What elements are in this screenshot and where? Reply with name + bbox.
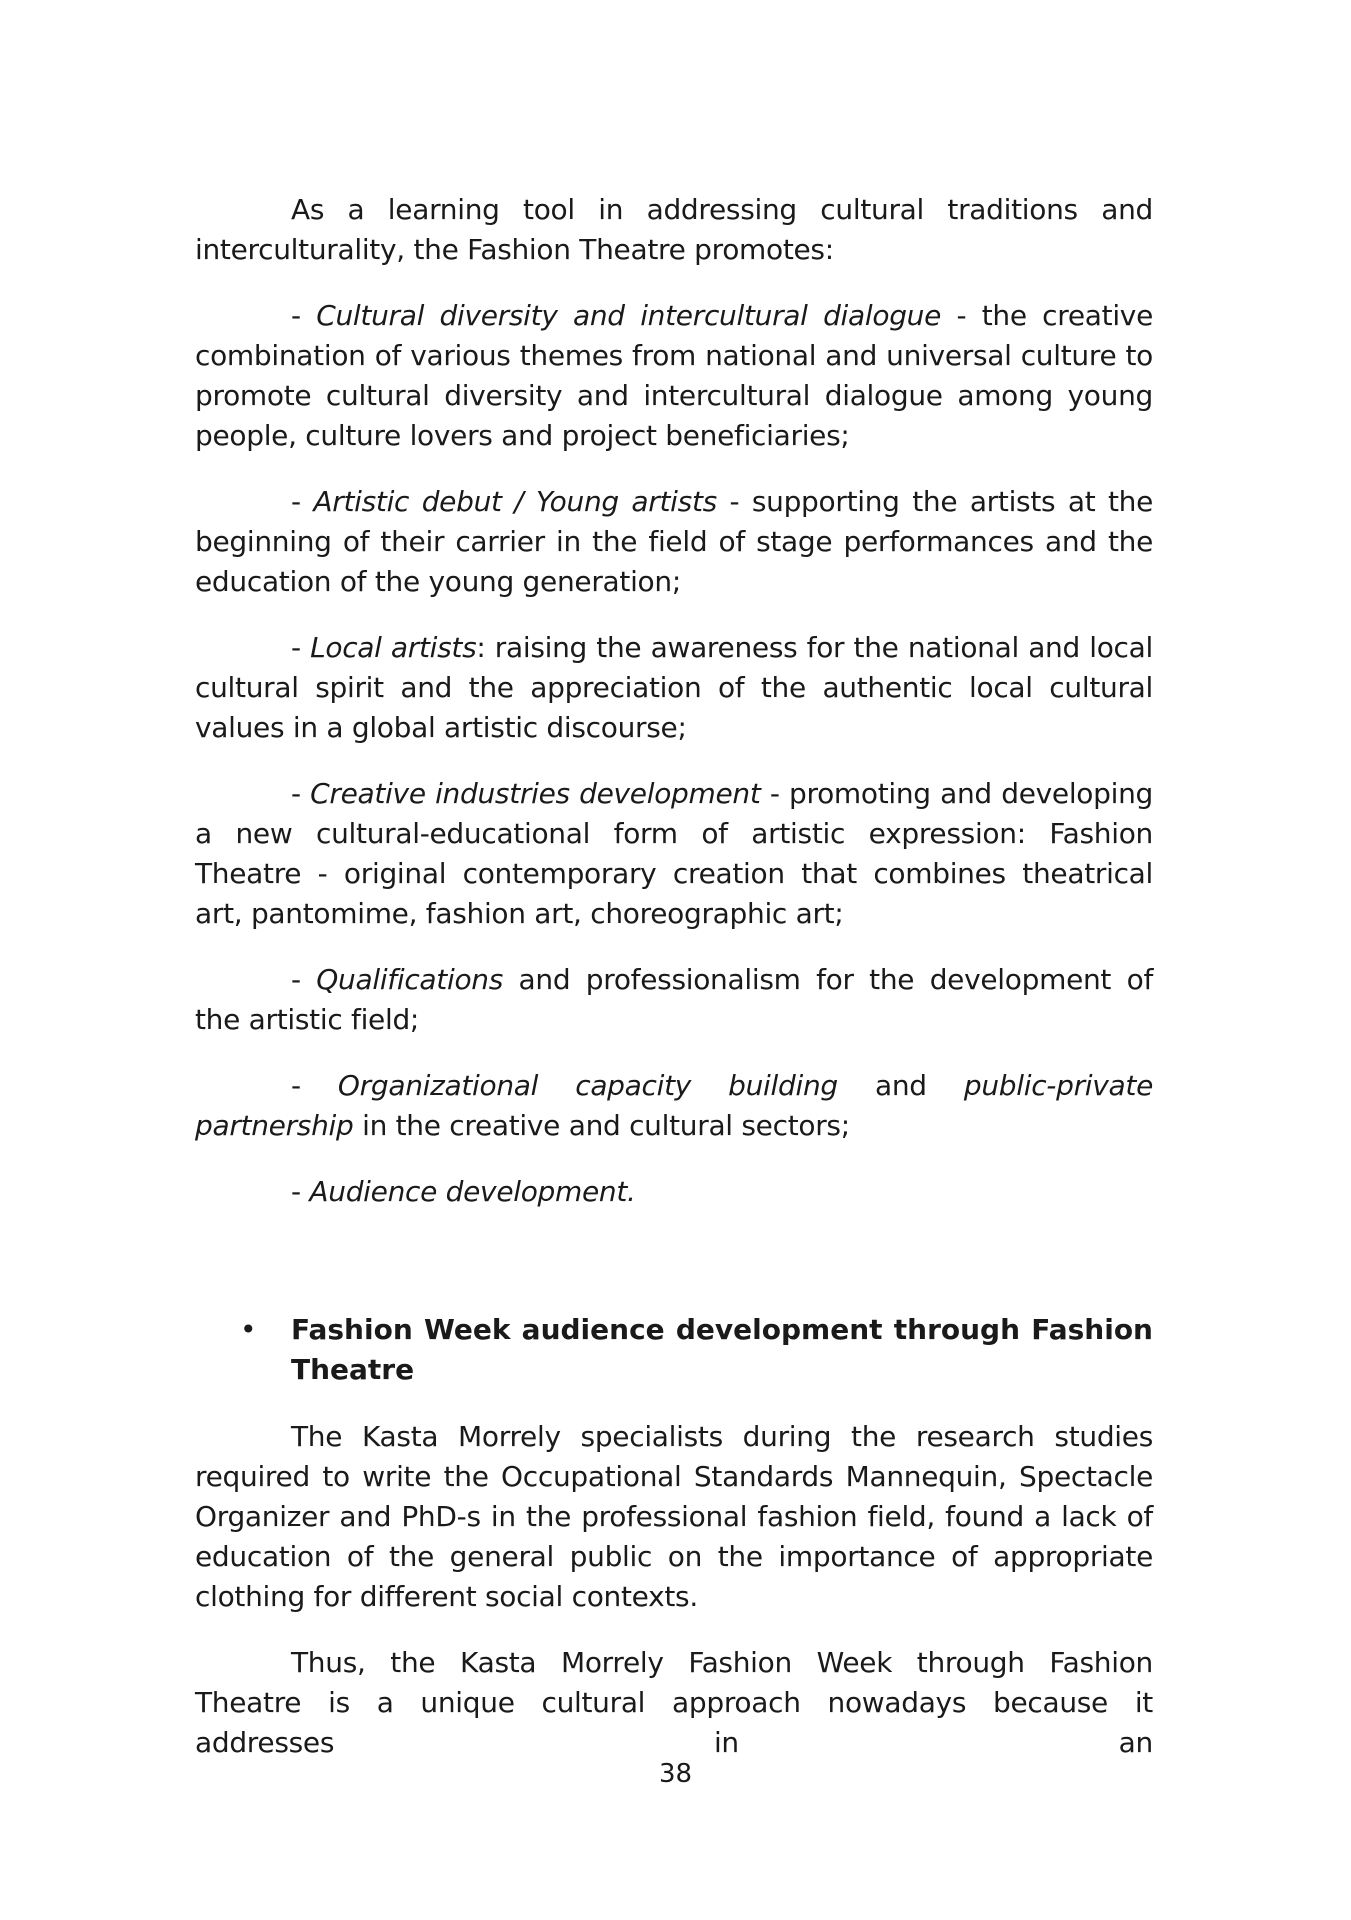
list-item-qualifications	[195, 960, 1153, 1040]
main-text-block	[195, 190, 1153, 1212]
list-item-description: - the creative combination of various themes from national and universal culture to promote cultural diversity and intercultural dialogue among young people, culture lovers and project beneficiaries;	[195, 299, 1154, 452]
list-item-title: Cultural diversity and intercultural dialogue	[316, 299, 942, 332]
list-item-description: : raising the awareness for the national and local cultural spirit and the appreciation of the authentic local cultural values in a global artistic discourse;	[195, 631, 1153, 744]
list-item-description: in the creative and cultural sectors;	[353, 1109, 850, 1142]
list-dash: -	[291, 1069, 338, 1102]
section-heading-text: Fashion Week audience development through Fashion Theatre	[291, 1313, 1153, 1386]
list-dash: -	[291, 1175, 310, 1208]
list-item-title-2: public-private partnership	[195, 1069, 1154, 1142]
list-item-artistic-debut	[195, 482, 1153, 602]
list-item-local-artists	[195, 628, 1153, 748]
list-dash: -	[291, 631, 311, 664]
secondary-text-block	[195, 1417, 1153, 1763]
list-item-organizational-capacity	[195, 1066, 1153, 1146]
list-item-connector: and	[837, 1069, 964, 1102]
bullet-icon: •	[240, 1313, 257, 1346]
conclusion-paragraph: Thus, the Kasta Morrely Fashion Week through Fashion Theatre is a unique cultural approach nowadays because it addresses in an	[195, 1646, 1153, 1759]
list-item-cultural-diversity	[195, 296, 1153, 456]
research-paragraph: The Kasta Morrely specialists during the research studies required to write the Occupational Standards Mannequin, Spectacle Organizer and PhD-s in the professional fashion field, found a lack of education of the general public on the importance of appropriate clothing for different social contexts.	[195, 1420, 1153, 1613]
list-item-title: Audience development.	[309, 1175, 636, 1208]
list-item-description: - supporting the artists at the beginning of their carrier in the field of stage performances and the education of the young generation;	[195, 485, 1154, 598]
list-item-title: Creative industries development	[310, 777, 761, 810]
list-item-title: Organizational capacity building	[337, 1069, 838, 1102]
list-dash: -	[291, 299, 317, 332]
list-dash: -	[291, 485, 314, 518]
list-dash: -	[291, 777, 311, 810]
section-heading	[195, 1310, 1153, 1390]
list-item-title: Local artists	[310, 631, 477, 664]
list-item-audience-development	[195, 1172, 1153, 1212]
list-dash: -	[291, 963, 317, 996]
list-item-title: Qualifications	[316, 963, 504, 996]
page-number: 38	[658, 1759, 693, 1789]
intro-paragraph	[195, 190, 1153, 270]
list-item-creative-industries	[195, 774, 1153, 934]
list-item-description: and professionalism for the development of the artistic field;	[195, 963, 1153, 1036]
list-item-title: Artistic debut / Young artists	[313, 485, 717, 518]
intro-text: As a learning tool in addressing cultural traditions and interculturality, the Fashion Theatre promotes:	[195, 193, 1153, 266]
list-item-description: - promoting and developing a new cultural-educational form of artistic expression: Fashion Theatre - original contemporary creation that combines theatrical art, pantomime, fashion art, choreographic art;	[195, 777, 1153, 930]
